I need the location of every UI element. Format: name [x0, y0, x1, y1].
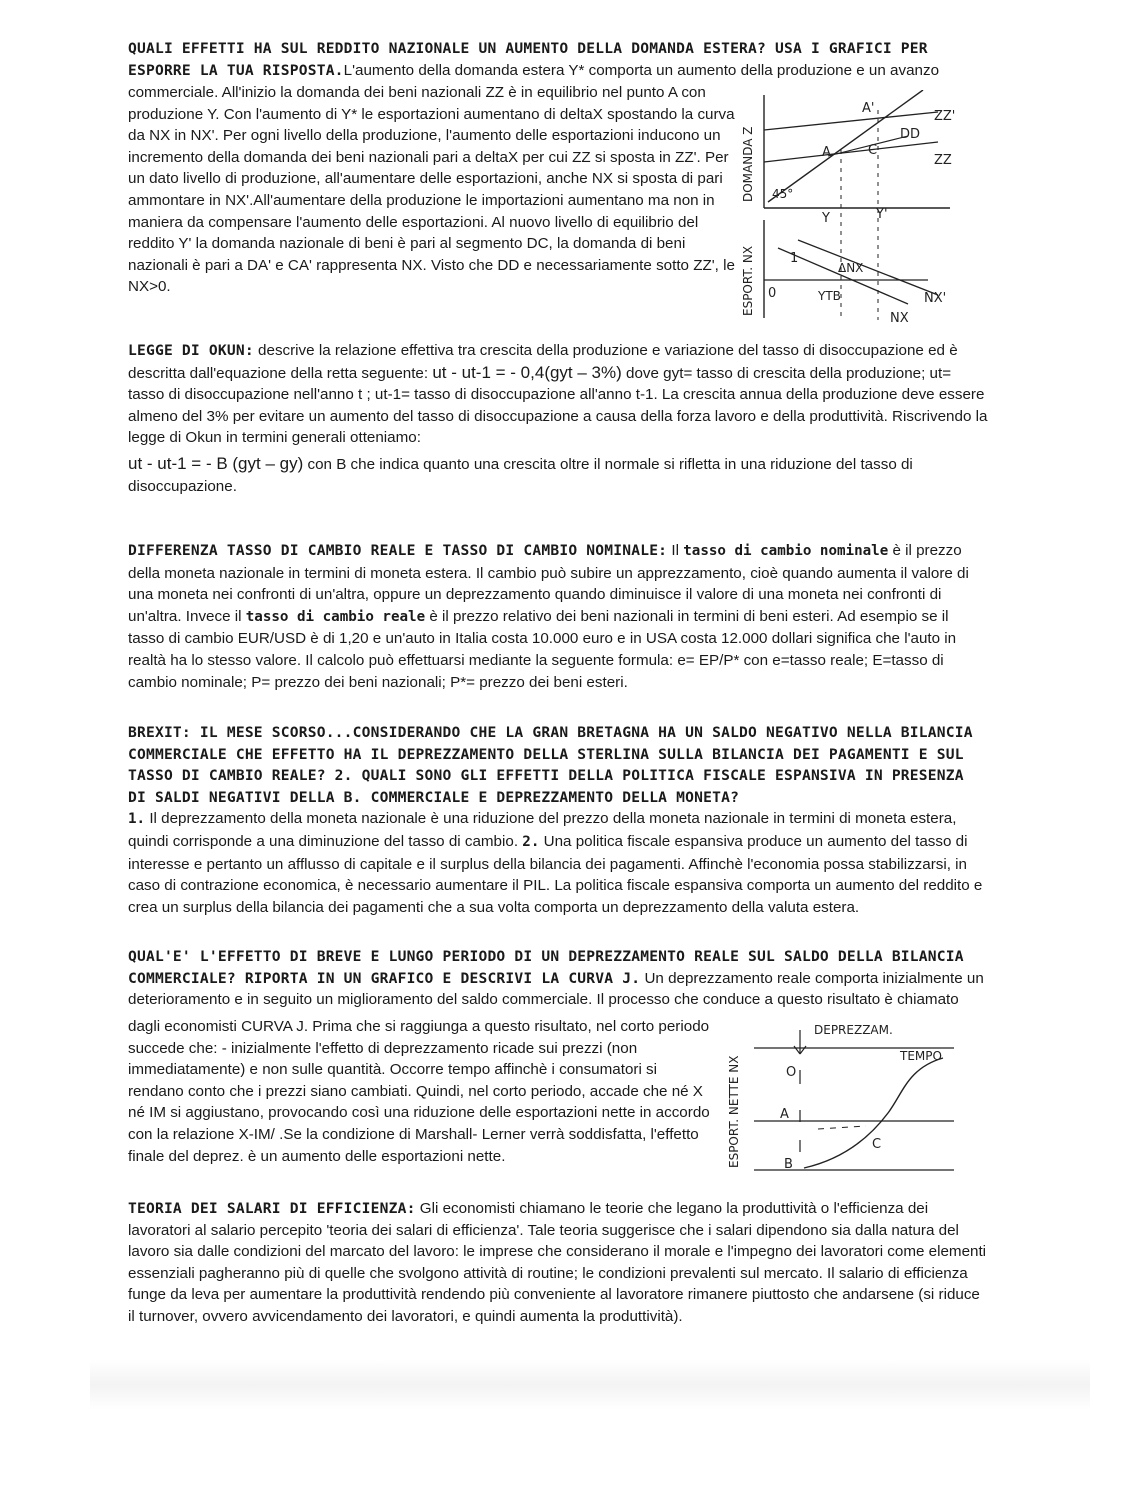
label-c: C [872, 1137, 882, 1152]
axis-label-domanda: DOMANDA Z [741, 126, 755, 202]
section-title: DIFFERENZA TASSO DI CAMBIO REALE E TASSO DI CAMBIO NOMINALE: [128, 542, 668, 559]
label-a-prime: A' [862, 101, 875, 116]
okun-formula-1: ut - ut-1 = - 0,4(gyt – 3%) [432, 362, 622, 382]
label-zz: ZZ [934, 153, 952, 168]
label-nx: NX [890, 311, 909, 326]
scan-artifact [90, 1360, 1090, 1410]
section-curva-j-body [128, 1016, 713, 1167]
okun-text-2: dove gyt= tasso di crescita della produzione; ut= tasso di disoccupazione nell'anno t ; ut-1= tasso di disoccupazione all'anno t-1. La crescita annua della produzione deve essere almeno del 3% per evitare un aumento del tasso di disoccupazione a causa della forza lavoro e della produttività. Riscrivendo la legge di Okun in termini generali otteniamo: [128, 364, 988, 447]
section-intro: L'aumento della domanda estera Y* comporta un aumento della produzione e un avanzo [343, 61, 940, 79]
text: Una politica fiscale espansiva produce un aumento del tasso di interesse e pertanto un afflusso di capitale e il surplus della bilancia dei pagamenti. Affinchè l'economia possa stabilizzarsi, in caso di contrazione economica, è necessario aumentare il PIL. La politica fiscale espansiva comporta un aumento del reddito e crea un surplus della bilancia dei pagamenti che a sua volta comporta un deprezzamento della valuta estera. [128, 832, 983, 916]
demand-graph [738, 90, 968, 330]
label-a: A [780, 1107, 789, 1122]
section-tasso-cambio [128, 540, 988, 693]
section-domanda-estera [128, 38, 988, 81]
section-domanda-estera-body [128, 82, 738, 298]
label-dd: DD [900, 127, 921, 142]
section-title: LEGGE DI OKUN: [128, 342, 254, 359]
section-title: QUALI EFFETTI HA SUL REDDITO NAZIONALE UN AUMENTO DELLA DOMANDA ESTERA? USA I GRAFICI PER ESPORRE LA TUA RISPOSTA. [128, 40, 928, 79]
section-salari-efficienza [128, 1198, 988, 1328]
text: Gli economisti chiamano le teorie che legano la produttività o l'efficienza dei lavoratori al salario percepito 'teoria dei salari di efficienza'. Tale teoria suggerisce che i salari dipendono sia dalla natura del lavoro sia dalle condizioni del marcato del lavoro: le imprese che considerano il morale e l'impegno dei lavoratori come elementi essenziali pagheranno più di quelle che svolgono attività di routine; le condizioni prevalenti sul mercato. Il salario di efficienza funge da leva per aumentare la produttività rendendo più conveniente al lavoratore rimanere piuttosto che andarsene (si riduce il turnover, ovvero avvicendamento dei lavoratori, e quindi aumenta la produttività). [128, 1200, 987, 1325]
text: Il [671, 542, 679, 559]
text: è il prezzo della moneta nazionale in termini di moneta estera. Il cambio può subire un apprezzamento, cioè quando aumenta il valore di una moneta nei confronti di un'altra, oppure un deprezzamento quando diminuisce il valore di una moneta nei confronti di un'altra. Invece il [128, 542, 969, 625]
okun-text-3: con B che indica quanto una crescita oltre il normale si rifletta in una riduzione del tasso di disoccupazione. [128, 455, 913, 495]
label-one: 1 [790, 251, 799, 266]
paragraph: dagli economisti CURVA J. Prima che si raggiunga a questo risultato, nel corto periodo succede che: - inizialmente l'effetto di deprezzamento ricade sui prezzi (non immediatamente) e non sulle quantità. Occorre tempo affinchè i consumatori si rendano conto che i prezzi siano cambiati. Quindi, nel corto periodo, accade che né X né IM si aggiustano, provocando così una riduzione delle esportazioni nette in accordo con la relazione X-IM/ .Se la condizione di Marshall- Lerner verrà soddisfatta, l'effetto finale del deprez. è un aumento delle esportazioni nette. [128, 1018, 710, 1165]
label-zz-prime: ZZ' [934, 109, 956, 124]
bold-term: tasso di cambio reale [245, 608, 426, 625]
j-curve-graph [718, 1018, 958, 1178]
arrow-head [800, 1046, 806, 1054]
text: Il deprezzamento della moneta nazionale è una riduzione del prezzo della moneta nazionale in termini di moneta estera, quindi corrisponde a una diminuzione del tasso di cambio. [128, 810, 957, 850]
curve-zz [764, 142, 938, 162]
label-45: 45° [772, 187, 794, 201]
text: Un deprezzamento reale comporta inizialmente un deterioramento e in seguito un miglioramento del saldo commerciale. Il processo che conduce a questo risultato è chiamato [128, 969, 984, 1009]
label-deprez: DEPREZZAM. [814, 1023, 893, 1037]
number-1: 1. [128, 811, 146, 828]
label-y-prime: Y' [876, 207, 888, 222]
axis-label-export: ESPORT. NX [741, 245, 755, 316]
paragraph: commerciale. All'inizio la domanda dei beni nazionali ZZ è in equilibrio nel punto A con produzione Y. Con l'aumento di Y* le esportazioni aumentano di deltaX spostando la curva da NX in NX'. Per ogni livello della produzione, l'aumento delle esportazioni inducono un incremento della domanda dei beni nazionali pari a deltaX per cui ZZ si sposta in ZZ'. Per un dato livello di produzione, all'aumentare delle esportazioni, anche NX si sposta di pari ammontare in NX'.All'aumentare della produzione le importazioni aumentano ma non in maniera da compensare l'aumento delle esportazioni. Al nuovo livello di equilibrio del reddito Y' la domanda nazionale di beni è pari al segmento DC, la domanda di beni nazionali è pari a DA' e CA' rappresenta NX. Visto che DD e necessariamente sotto ZZ', le NX>0. [128, 84, 735, 296]
axis-label-nx: ESPORT. NETTE NX [727, 1055, 741, 1168]
label-c: C [868, 143, 878, 158]
label-ytb: YTB [818, 289, 841, 303]
label-delta-nx: ΔNX [838, 261, 864, 275]
okun-text-1: descrive la relazione effettiva tra crescita della produzione e variazione del tasso di disoccupazione ed è descritta dall'equazione della retta seguente: [128, 342, 958, 382]
label-zero: 0 [768, 286, 777, 301]
bold-term: tasso di cambio nominale [683, 543, 889, 559]
section-title: BREXIT: IL MESE SCORSO...CONSIDERANDO CHE LA GRAN BRETAGNA HA UN SALDO NEGATIVO NELLA BILANCIA COMMERCIALE CHE EFFETTO HA IL DEPREZZAMENTO DELLA STERLINA SULLA BILANCIA DEI PAGAMENTI E SUL TASSO DI CAMBIO REALE? 2. QUALI SONO GLI EFFETTI DELLA POLITICA FISCALE ESPANSIVA IN PRESENZA DI SALDI NEGATIVI DELLA B. COMMERCIALE E DEPREZZAMENTO DELLA MONETA? [128, 724, 973, 806]
section-okun [128, 340, 988, 497]
section-title: QUAL'E' L'EFFETTO DI BREVE E LUNGO PERIODO DI UN DEPREZZAMENTO REALE SUL SALDO DELLA BILANCIA COMMERCIALE? RIPORTA IN UN GRAFICO E DESCRIVI LA CURVA J. [128, 948, 964, 987]
label-y: Y [822, 211, 830, 226]
number-2: 2. [522, 833, 540, 850]
okun-formula-2: ut - ut-1 = - B (gyt – gy) [128, 453, 304, 473]
label-b: B [784, 1157, 793, 1172]
label-nx-prime: NX' [924, 291, 947, 306]
label-o: O [786, 1065, 797, 1080]
section-brexit [128, 722, 988, 918]
section-title: TEORIA DEI SALARI DI EFFICIENZA: [128, 1200, 416, 1217]
label-tempo: TEMPO [900, 1049, 942, 1063]
arrow-head [794, 1046, 800, 1054]
label-a: A [822, 145, 831, 160]
text: è il prezzo relativo dei beni nazionali in termini di beni esteri. Ad esempio se il tasso di cambio EUR/USD è di 1,20 e un'auto in Italia costa 10.000 euro e in USA costa 12.000 dollari significa che l'auto in realtà ha lo stesso valore. Il calcolo può effettuarsi mediante la seguente formula: e= EP/P* con e=tasso reale; E=tasso di cambio nominale; P= prezzo dei beni nazionali; P*= prezzo dei beni esteri. [128, 607, 957, 691]
dash-a [818, 1126, 866, 1129]
section-curva-j [128, 946, 988, 1011]
